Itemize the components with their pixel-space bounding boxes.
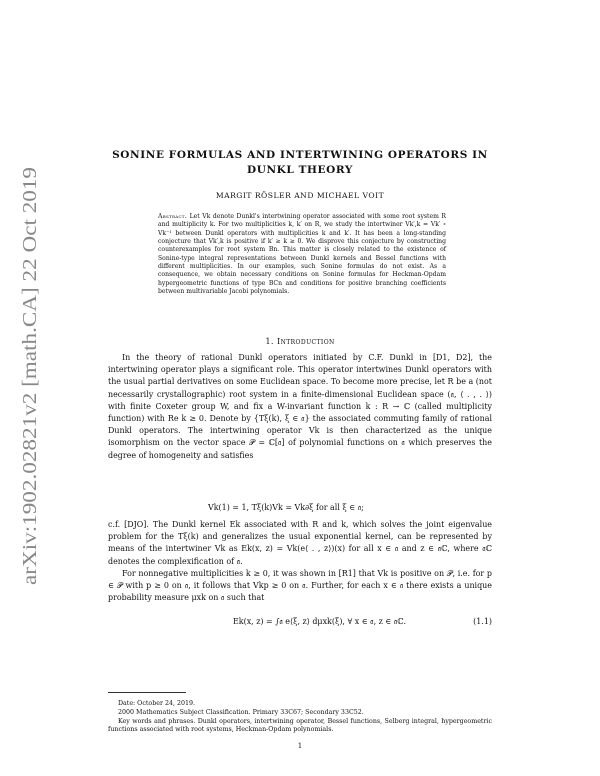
intro-paragraph-1 <box>108 352 492 462</box>
abstract-text: Let Vk denote Dunkl's intertwining operator associated with some root system R and multiplicity k. For two multiplicities k, k′ on R, we study the intertwiner Vk′,k = Vk′ ∘ Vk⁻¹ between Dunkl operators with multiplicities k and k′. It has been a long-standing conjecture that Vk′,k is positive if k′ ≥ k ≥ 0. We disprove this conjecture by constructing counterexamples for root system Bn. This matter is closely related to the existence of Sonine-type integral representations between Dunkl kernels and Bessel functions with different multiplicities. In our examples, such Sonine formulas do not exist. As a consequence, we obtain necessary conditions on Sonine formulas for Heckman-Opdam hypergeometric functions of type BCn and conditions for positive branching coefficients between multivariable Jacobi polynomials. <box>158 213 446 296</box>
paragraph-text: For nonnegative multiplicities k ≥ 0, it was shown in [R1] that Vk is positive on 𝒫, i.e. for p ∈ 𝒫 with p ≥ 0 on 𝔞, it follows that Vkp ≥ 0 on 𝔞. Further, for each x ∈ 𝔞 there exists a unique probability measure μxk on 𝔞 such that <box>108 569 492 603</box>
title-line-2: DUNKL THEORY <box>246 164 353 176</box>
equation-text: Ek(x, z) = ∫𝔞 e⟨ξ, z⟩ dμxk(ξ), ∀ x ∈ 𝔞, z ∈ 𝔞ℂ. <box>233 617 407 626</box>
footnote-msc: 2000 Mathematics Subject Classification. Primary 33C67; Secondary 33C52. <box>118 709 364 716</box>
arxiv-stamp <box>8 160 48 590</box>
title-line-1: SONINE FORMULAS AND INTERTWINING OPERATORS IN <box>112 149 488 161</box>
arxiv-identifier: arXiv:1902.02821v2 [math.CA] 22 Oct 2019 <box>20 231 41 585</box>
authors: MARGIT RÖSLER AND MICHAEL VOIT <box>215 191 385 200</box>
footnote-rule <box>108 692 186 693</box>
abstract <box>158 213 446 296</box>
section-heading: 1. Introduction <box>265 336 335 346</box>
abstract-label: Abstract. <box>158 213 188 220</box>
paragraph-text: In the theory of rational Dunkl operators initiated by C.F. Dunkl in [D1, D2], the intertwining operator plays a significant role. This operator intertwines Dunkl operators with the usual partial derivatives on some Euclidean space. To become more precise, let R be a (not necessarily crystallographic) root system in a finite-dimensional Euclidean space (𝔞, ⟨ . , . ⟩) with finite Coxeter group W, and fix a W-invariant function k : R → ℂ (called multiplicity function) with Re k ≥ 0. Denote by {Tξ(k), ξ ∈ 𝔞} the associated commuting family of rational Dunkl operators. The intertwining operator Vk is then characterized as the unique isomorphism on the vector space 𝒫 = ℂ[𝔞] of polynomial functions on 𝔞 which preserves the degree of homogeneity and satisfies <box>108 353 492 460</box>
footnote-keywords: Key words and phrases. Dunkl operators, intertwining operator, Bessel functions, Selberg integral, hypergeometric functions associated with root systems, Heckman-Opdam polynomials. <box>108 718 492 734</box>
footnote-date: Date: October 24, 2019. <box>118 700 196 707</box>
intro-paragraph-2 <box>108 519 492 568</box>
page-number: 1 <box>297 742 303 750</box>
intro-paragraph-3 <box>108 568 492 605</box>
paragraph-text: c.f. [DJO]. The Dunkl kernel Ek associated with R and k, which solves the joint eigenvalue problem for the Tξ(k) and generalizes the usual exponential kernel, can be represented by means of the intertwiner Vk as Ek(x, z) = Vk(e⟨ . , z⟩)(x) for all x ∈ 𝔞 and z ∈ 𝔞ℂ, where 𝔞ℂ denotes the complexification of 𝔞. <box>108 520 492 566</box>
equation-text: Vk(1) = 1, Tξ(k)Vk = Vk∂ξ for all ξ ∈ 𝔞; <box>208 503 364 512</box>
equation-number: (1.1) <box>473 617 492 626</box>
paper-title <box>108 148 492 178</box>
